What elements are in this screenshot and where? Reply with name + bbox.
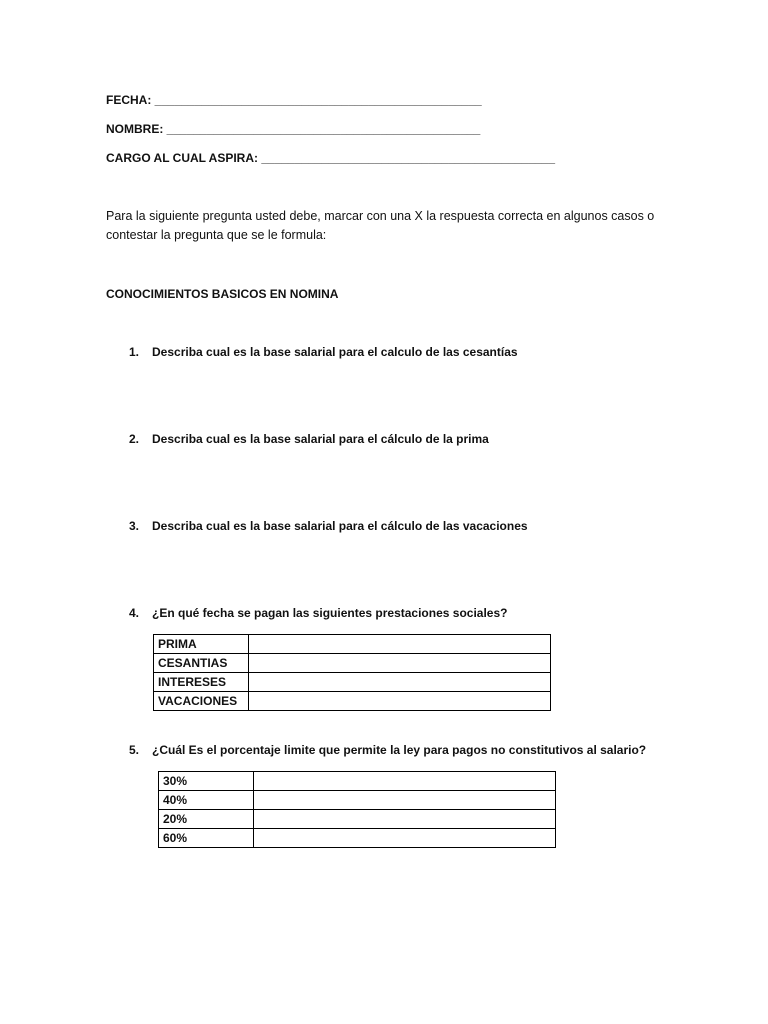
question-number: 5.: [129, 743, 140, 757]
answer-cell[interactable]: [254, 829, 556, 848]
answer-cell[interactable]: [254, 772, 556, 791]
question-text: ¿En qué fecha se pagan las siguientes prestaciones sociales?: [152, 606, 508, 620]
question-5: [129, 743, 646, 757]
cargo-line: ____________________________________________: [261, 151, 556, 165]
table-cell-label: CESANTIAS: [154, 654, 249, 673]
answer-cell[interactable]: [249, 654, 551, 673]
question-number: 3.: [129, 519, 140, 533]
table-cell-label: 60%: [159, 829, 254, 848]
question-text: Describa cual es la base salarial para el calculo de las cesantías: [152, 345, 518, 359]
table-row: [154, 635, 551, 654]
question-2: [129, 432, 489, 446]
question-number: 4.: [129, 606, 140, 620]
table-row: [159, 829, 556, 848]
nombre-line: _______________________________________________: [166, 122, 481, 136]
question-3: [129, 519, 528, 533]
fecha-label: FECHA:: [106, 93, 152, 107]
answer-cell[interactable]: [249, 692, 551, 711]
table-row: [159, 772, 556, 791]
question-1: [129, 345, 518, 359]
prestaciones-table: [153, 634, 551, 711]
fecha-line: _________________________________________________: [154, 93, 482, 107]
table-cell-label: 40%: [159, 791, 254, 810]
table-row: [154, 654, 551, 673]
table-cell-label: 30%: [159, 772, 254, 791]
porcentajes-table: [158, 771, 556, 848]
question-4: [129, 606, 507, 620]
table-cell-label: PRIMA: [154, 635, 249, 654]
table-row: [154, 692, 551, 711]
cargo-field[interactable]: [106, 151, 555, 165]
table-row: [154, 673, 551, 692]
nombre-label: NOMBRE:: [106, 122, 164, 136]
question-text: Describa cual es la base salarial para el cálculo de las vacaciones: [152, 519, 528, 533]
table-cell-label: INTERESES: [154, 673, 249, 692]
section-title: CONOCIMIENTOS BASICOS EN NOMINA: [106, 287, 339, 301]
answer-cell[interactable]: [254, 791, 556, 810]
nombre-field[interactable]: [106, 122, 480, 136]
question-text: ¿Cuál Es el porcentaje limite que permite la ley para pagos no constitutivos al salario?: [152, 743, 647, 757]
table-row: [159, 810, 556, 829]
question-text: Describa cual es la base salarial para el cálculo de la prima: [152, 432, 489, 446]
instructions-text: Para la siguiente pregunta usted debe, marcar con una X la respuesta correcta en algunos casos o contestar la pregunta que se le formula:: [106, 209, 655, 242]
cargo-label: CARGO AL CUAL ASPIRA:: [106, 151, 259, 165]
table-cell-label: 20%: [159, 810, 254, 829]
answer-cell[interactable]: [254, 810, 556, 829]
answer-cell[interactable]: [249, 635, 551, 654]
table-cell-label: VACACIONES: [154, 692, 249, 711]
question-number: 1.: [129, 345, 140, 359]
table-row: [159, 791, 556, 810]
answer-cell[interactable]: [249, 673, 551, 692]
fecha-field[interactable]: [106, 93, 482, 107]
question-number: 2.: [129, 432, 140, 446]
